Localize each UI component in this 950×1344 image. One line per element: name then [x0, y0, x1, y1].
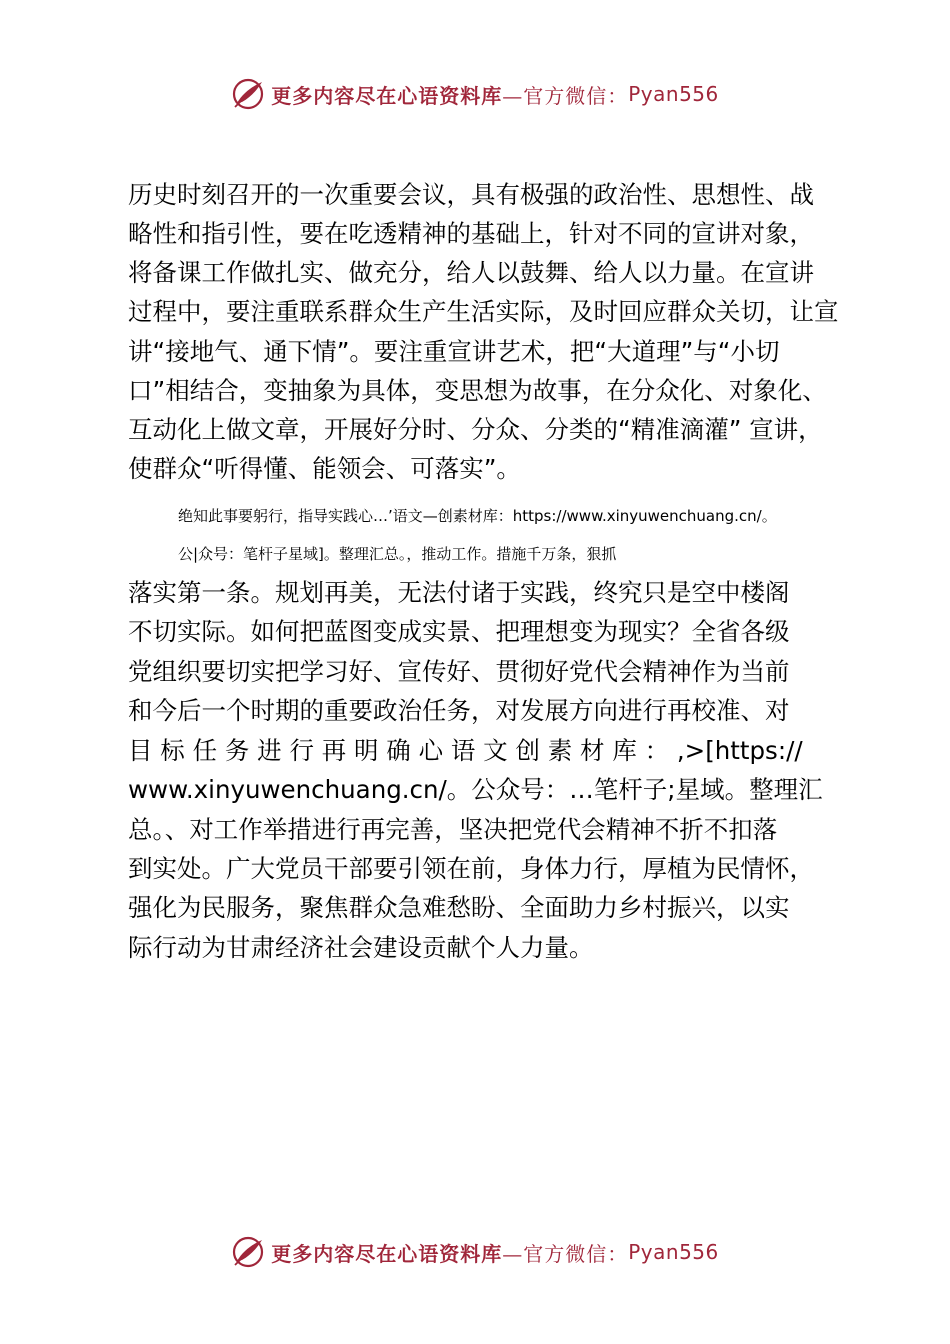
quill-logo-icon — [231, 77, 265, 111]
text-line: 目 标 任 务 进 行 再 明 确 心 语 文 创 素 材 库 ： ,>[https:// — [128, 736, 803, 765]
text-line: 使群众“听得懂、能领会、可落实”。 — [128, 454, 521, 483]
text-line: 略性和指引性，要在吃透精神的基础上，针对不同的宣讲对象， — [128, 219, 814, 248]
small-text-line: 绝知此事要躬行，指导实践心…’语文—创素材库：https://www.xinyuwenchuang.cn/。 — [178, 507, 777, 525]
banner-rest-text: —官方微信： — [502, 83, 629, 108]
text-line: www.xinyuwenchuang.cn/。公众号：…笔杆子;星域。整理汇 — [128, 775, 823, 804]
header-watermark-banner — [0, 74, 950, 114]
banner-bold-text: 更多内容尽在心语资料库 — [271, 83, 503, 108]
banner-rest-text: —官方微信： — [502, 1241, 629, 1266]
text-line: 讲“接地气、通下情”。要注重宣讲艺术，把“大道理”与“小切 — [128, 337, 780, 366]
text-line: 口”相结合，变抽象为具体，变思想为故事，在分众化、对象化、 — [128, 376, 827, 405]
text-line: 过程中，要注重联系群众生产生活实际，及时回应群众关切，让宣 — [128, 297, 839, 326]
text-line: 落实第一条。规划再美，无法付诸于实践，终究只是空中楼阁 — [128, 578, 790, 607]
text-line: 历史时刻召开的一次重要会议，具有极强的政治性、思想性、战 — [128, 180, 814, 209]
text-line: 不切实际。如何把蓝图变成实景、把理想变为现实？全省各级 — [128, 617, 790, 646]
text-line: 将备课工作做扎实、做充分，给人以鼓舞、给人以力量。在宣讲 — [128, 258, 814, 287]
text-line: 总。、对工作举措进行再完善，坚决把党代会精神不折不扣落 — [128, 815, 778, 844]
text-line: 和今后一个时期的重要政治任务，对发展方向进行再校准、对 — [128, 696, 790, 725]
text-line: 强化为民服务，聚焦群众急难愁盼、全面助力乡村振兴，以实 — [128, 893, 790, 922]
text-line: 到实处。广大党员干部要引领在前，身体力行，厚植为民情怀， — [128, 854, 814, 883]
text-line: 党组织要切实把学习好、宣传好、贯彻好党代会精神作为当前 — [128, 657, 790, 686]
small-text-line: 公|众号：笔杆子星域]。整理汇总。，推动工作。措施千万条，狠抓 — [178, 545, 617, 563]
text-line: 互动化上做文章，开展好分时、分众、分类的“精准滴灌” 宣讲， — [128, 415, 823, 444]
banner-wechat-id: Pyan556 — [628, 82, 719, 106]
footer-watermark-banner — [0, 1232, 950, 1272]
banner-bold-text: 更多内容尽在心语资料库 — [271, 1241, 503, 1266]
banner-wechat-id: Pyan556 — [628, 1240, 719, 1264]
text-line: 际行动为甘肃经济社会建设贡献个人力量。 — [128, 933, 594, 962]
quill-logo-icon — [231, 1235, 265, 1269]
